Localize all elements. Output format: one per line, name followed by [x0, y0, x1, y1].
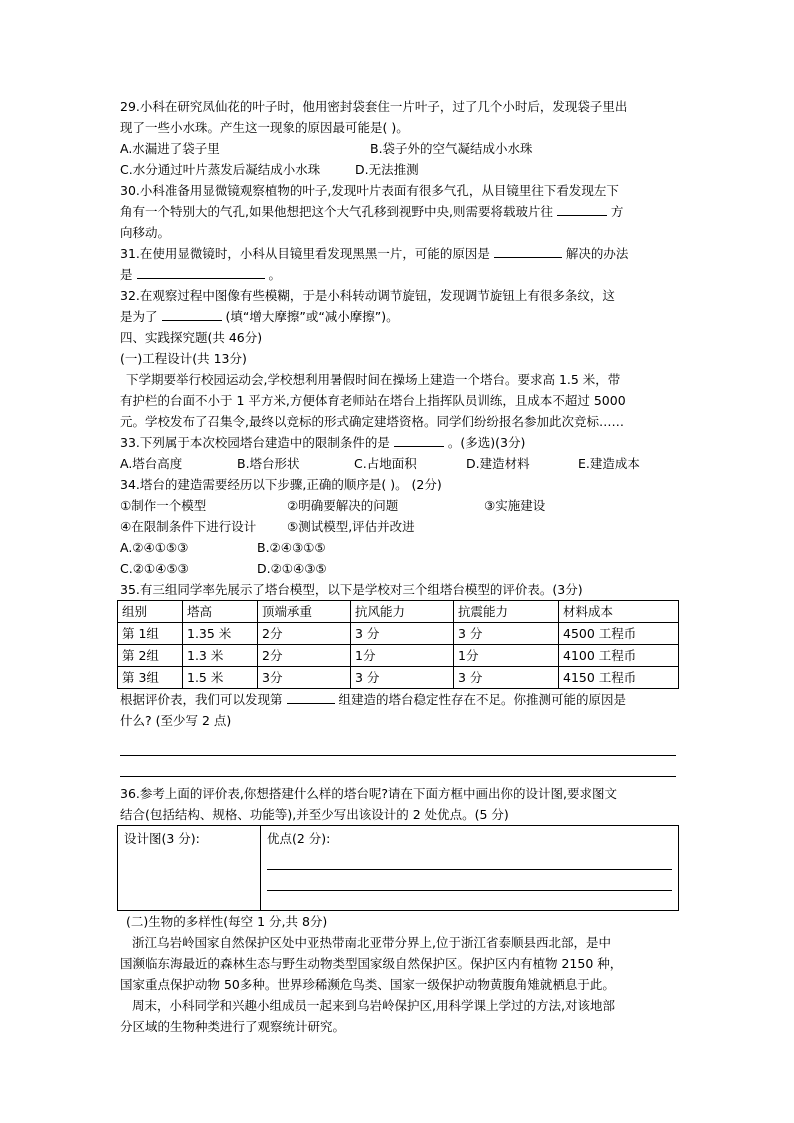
q32-line2-end: (填“增大摩擦”或“减小摩擦”)。: [225, 309, 399, 324]
q35-after-end: 组建造的塔台稳定性存在不足。你推测可能的原因是: [338, 692, 626, 707]
design-table: [117, 825, 679, 911]
table-cell: 1.3 米: [183, 645, 258, 667]
part1-title: (一)工程设计(共 13分): [120, 351, 247, 366]
q34-options-row2: [120, 558, 680, 579]
q33-line1-end: 。(多选)(3分): [447, 435, 526, 450]
q29-line2: 现了一些小水珠。产生这一现象的原因最可能是( )。: [120, 120, 409, 135]
table-cell: 3 分: [454, 623, 559, 645]
q35-answer-line-1[interactable]: [120, 735, 676, 756]
table-cell: 2分: [258, 645, 351, 667]
table-cell: 3分: [258, 667, 351, 689]
table-cell: 3 分: [454, 667, 559, 689]
q34-step-3: ③实施建设: [484, 498, 546, 513]
header-cell: 顶端承重: [258, 601, 351, 623]
part2-p2-line2: 分区域的生物种类进行了观察统计研究。: [120, 1019, 346, 1034]
table-header-row: [118, 601, 679, 623]
table-cell: 2分: [258, 623, 351, 645]
q32-line2: [120, 306, 680, 327]
q31-line2-text: 是: [120, 267, 133, 282]
q29-line1: 29.小科在研究凤仙花的叶子时，他用密封袋套住一片叶子，过了几个小时后，发现袋子里出: [120, 99, 628, 114]
table-cell: 1.35 米: [183, 623, 258, 645]
q34-steps-row2: [120, 516, 680, 537]
table-cell: 4500 工程币: [559, 623, 679, 645]
q31-line2: [120, 264, 680, 285]
q29-option-d: D.无法推测: [355, 162, 419, 177]
q33-option-e: E.建造成本: [578, 456, 640, 471]
q31-line1-text: 31.在使用显微镜时，小科从目镜里看发现黑黑一片，可能的原因是: [120, 246, 490, 261]
q29-options-row1: [120, 138, 680, 159]
q29-option-b: B.袋子外的空气凝结成小水珠: [370, 141, 533, 156]
intro-line1: 下学期要举行校园运动会,学校想利用暑假时间在操场上建造一个塔台。要求高 1.5 米，带: [126, 372, 621, 387]
q30-line3: 向移动。: [120, 225, 171, 240]
q35-group-blank[interactable]: [287, 689, 335, 704]
part2-p1-line3: 国家重点保护动物 50多种。世界珍稀濒危鸟类、国家一级保护动物黄腹角雉就栖息于此。: [120, 977, 615, 992]
q34-step-2: ②明确要解决的问题: [287, 498, 399, 513]
q31-solution-blank[interactable]: [137, 264, 265, 279]
q30-line2-text: 角有一个特别大的气孔,如果他想把这个大气孔移到视野中央,则需要将载玻片往: [120, 204, 553, 219]
q29-option-c: C.水分通过叶片蒸发后凝结成小水珠: [120, 162, 321, 177]
q32-answer-blank[interactable]: [162, 306, 222, 321]
q34-options-row1: [120, 537, 680, 558]
q29-options-row2: [120, 159, 680, 180]
q31-line1: [120, 243, 680, 264]
merit-answer-line-2[interactable]: [267, 870, 672, 891]
part2-title: (二)生物的多样性(每空 1 分,共 8分): [126, 914, 328, 929]
q33-line1: [120, 432, 680, 453]
q34-option-b: B.②④③①⑤: [257, 540, 326, 555]
header-cell: 塔高: [183, 601, 258, 623]
q32-line1: 32.在观察过程中图像有些模糊，于是小科转动调节旋钮，发现调节旋钮上有很多条纹，这: [120, 288, 615, 303]
header-cell: 材料成本: [559, 601, 679, 623]
evaluation-table: [117, 600, 679, 689]
merit-label: 优点(2 分):: [267, 831, 331, 846]
q33-options: [120, 453, 680, 474]
merit-answer-lines: [267, 849, 672, 891]
header-cell: 抗风能力: [351, 601, 454, 623]
q34-option-c: C.②①④⑤③: [120, 561, 189, 576]
table-cell: 第 3组: [118, 667, 183, 689]
intro-line2: 有护栏的台面不小于 1 平方米,方便体育老师站在塔台上指挥队员训练，且成本不超过 5000: [120, 393, 626, 408]
q34-option-a: A.②④①⑤③: [120, 540, 189, 555]
q34-step-4: ④在限制条件下进行设计: [120, 519, 257, 534]
q36-line2: 结合(包括结构、规格、功能等),并至少写出该设计的 2 处优点。(5 分): [120, 807, 509, 822]
table-cell: 4100 工程币: [559, 645, 679, 667]
q34-step-1: ①制作一个模型: [120, 498, 207, 513]
header-cell: 组别: [118, 601, 183, 623]
q34-step-5: ⑤测试模型,评估并改进: [287, 519, 415, 534]
q34-option-d: D.②①④③⑤: [257, 561, 327, 576]
q30-line2-end: 方: [610, 204, 624, 219]
merit-cell: [261, 826, 679, 911]
header-cell: 抗震能力: [454, 601, 559, 623]
merit-answer-line-1[interactable]: [267, 849, 672, 870]
q36-line1: 36.参考上面的评价表,你想搭建什么样的塔台呢?请在下面方框中画出你的设计图,要求图文: [120, 786, 617, 801]
q30-answer-blank[interactable]: [557, 201, 607, 216]
q33-option-c: C.占地面积: [354, 456, 417, 471]
q33-option-b: B.塔台形状: [237, 456, 300, 471]
q33-option-a: A.塔台高度: [120, 456, 183, 471]
section4-title: 四、实践探究题(共 46分): [120, 330, 263, 345]
part2-p2-line1: 周末，小科同学和兴趣小组成员一起来到乌岩岭保护区,用科学课上学过的方法,对该地部: [132, 998, 615, 1013]
q33-option-d: D.建造材料: [466, 456, 530, 471]
q30-line2: [120, 201, 680, 222]
q32-line2-text: 是为了: [120, 309, 158, 324]
design-label: 设计图(3 分):: [124, 831, 200, 846]
q31-line2-end: 。: [268, 267, 281, 282]
table-row: [118, 667, 679, 689]
table-cell: 3 分: [351, 623, 454, 645]
q33-answer-blank[interactable]: [394, 432, 444, 447]
q33-line1-text: 33.下列属于本次校园塔台建造中的限制条件的是: [120, 435, 390, 450]
q35-answer-line-2[interactable]: [120, 756, 676, 777]
table-cell: 1分: [454, 645, 559, 667]
q34-steps-row1: [120, 495, 680, 516]
design-drawing-cell[interactable]: [118, 826, 261, 911]
part2-p1-line1: 浙江乌岩岭国家自然保护区处中亚热带南北亚带分界上,位于浙江省泰顺县西北部，是中: [132, 935, 611, 950]
table-cell: 3 分: [351, 667, 454, 689]
table-cell: 第 2组: [118, 645, 183, 667]
q35-line1: 35.有三组同学率先展示了塔台模型，以下是学校对三个组塔台模型的评价表。(3分): [120, 582, 583, 597]
intro-line3: 元。学校发布了召集令,最终以竞标的形式确定建塔资格。同学们纷纷报名参加此次竞标……: [120, 414, 624, 429]
q29-option-a: A.水漏进了袋子里: [120, 141, 220, 156]
table-cell: 1分: [351, 645, 454, 667]
q35-after-line2: 什么? (至少写 2 点): [120, 713, 232, 728]
table-cell: 第 1组: [118, 623, 183, 645]
exam-page: [120, 96, 680, 1037]
table-cell: 4150 工程币: [559, 667, 679, 689]
q31-line1-end: 解决的办法: [565, 246, 629, 261]
table-row: [118, 623, 679, 645]
table-row: [118, 645, 679, 667]
part2-p1-line2: 国濒临东海最近的森林生态与野生动物类型国家级自然保护区。保护区内有植物 2150 种，: [120, 956, 623, 971]
q30-line1: 30.小科准备用显微镜观察植物的叶子,发现叶片表面有很多气孔，从目镜里往下看发现左下: [120, 183, 619, 198]
q35-after-text: 根据评价表，我们可以发现第: [120, 692, 283, 707]
q35-after-line1: [120, 689, 680, 710]
q31-cause-blank[interactable]: [494, 243, 562, 258]
q34-line1: 34.塔台的建造需要经历以下步骤,正确的顺序是( )。 (2分): [120, 477, 442, 492]
table-cell: 1.5 米: [183, 667, 258, 689]
